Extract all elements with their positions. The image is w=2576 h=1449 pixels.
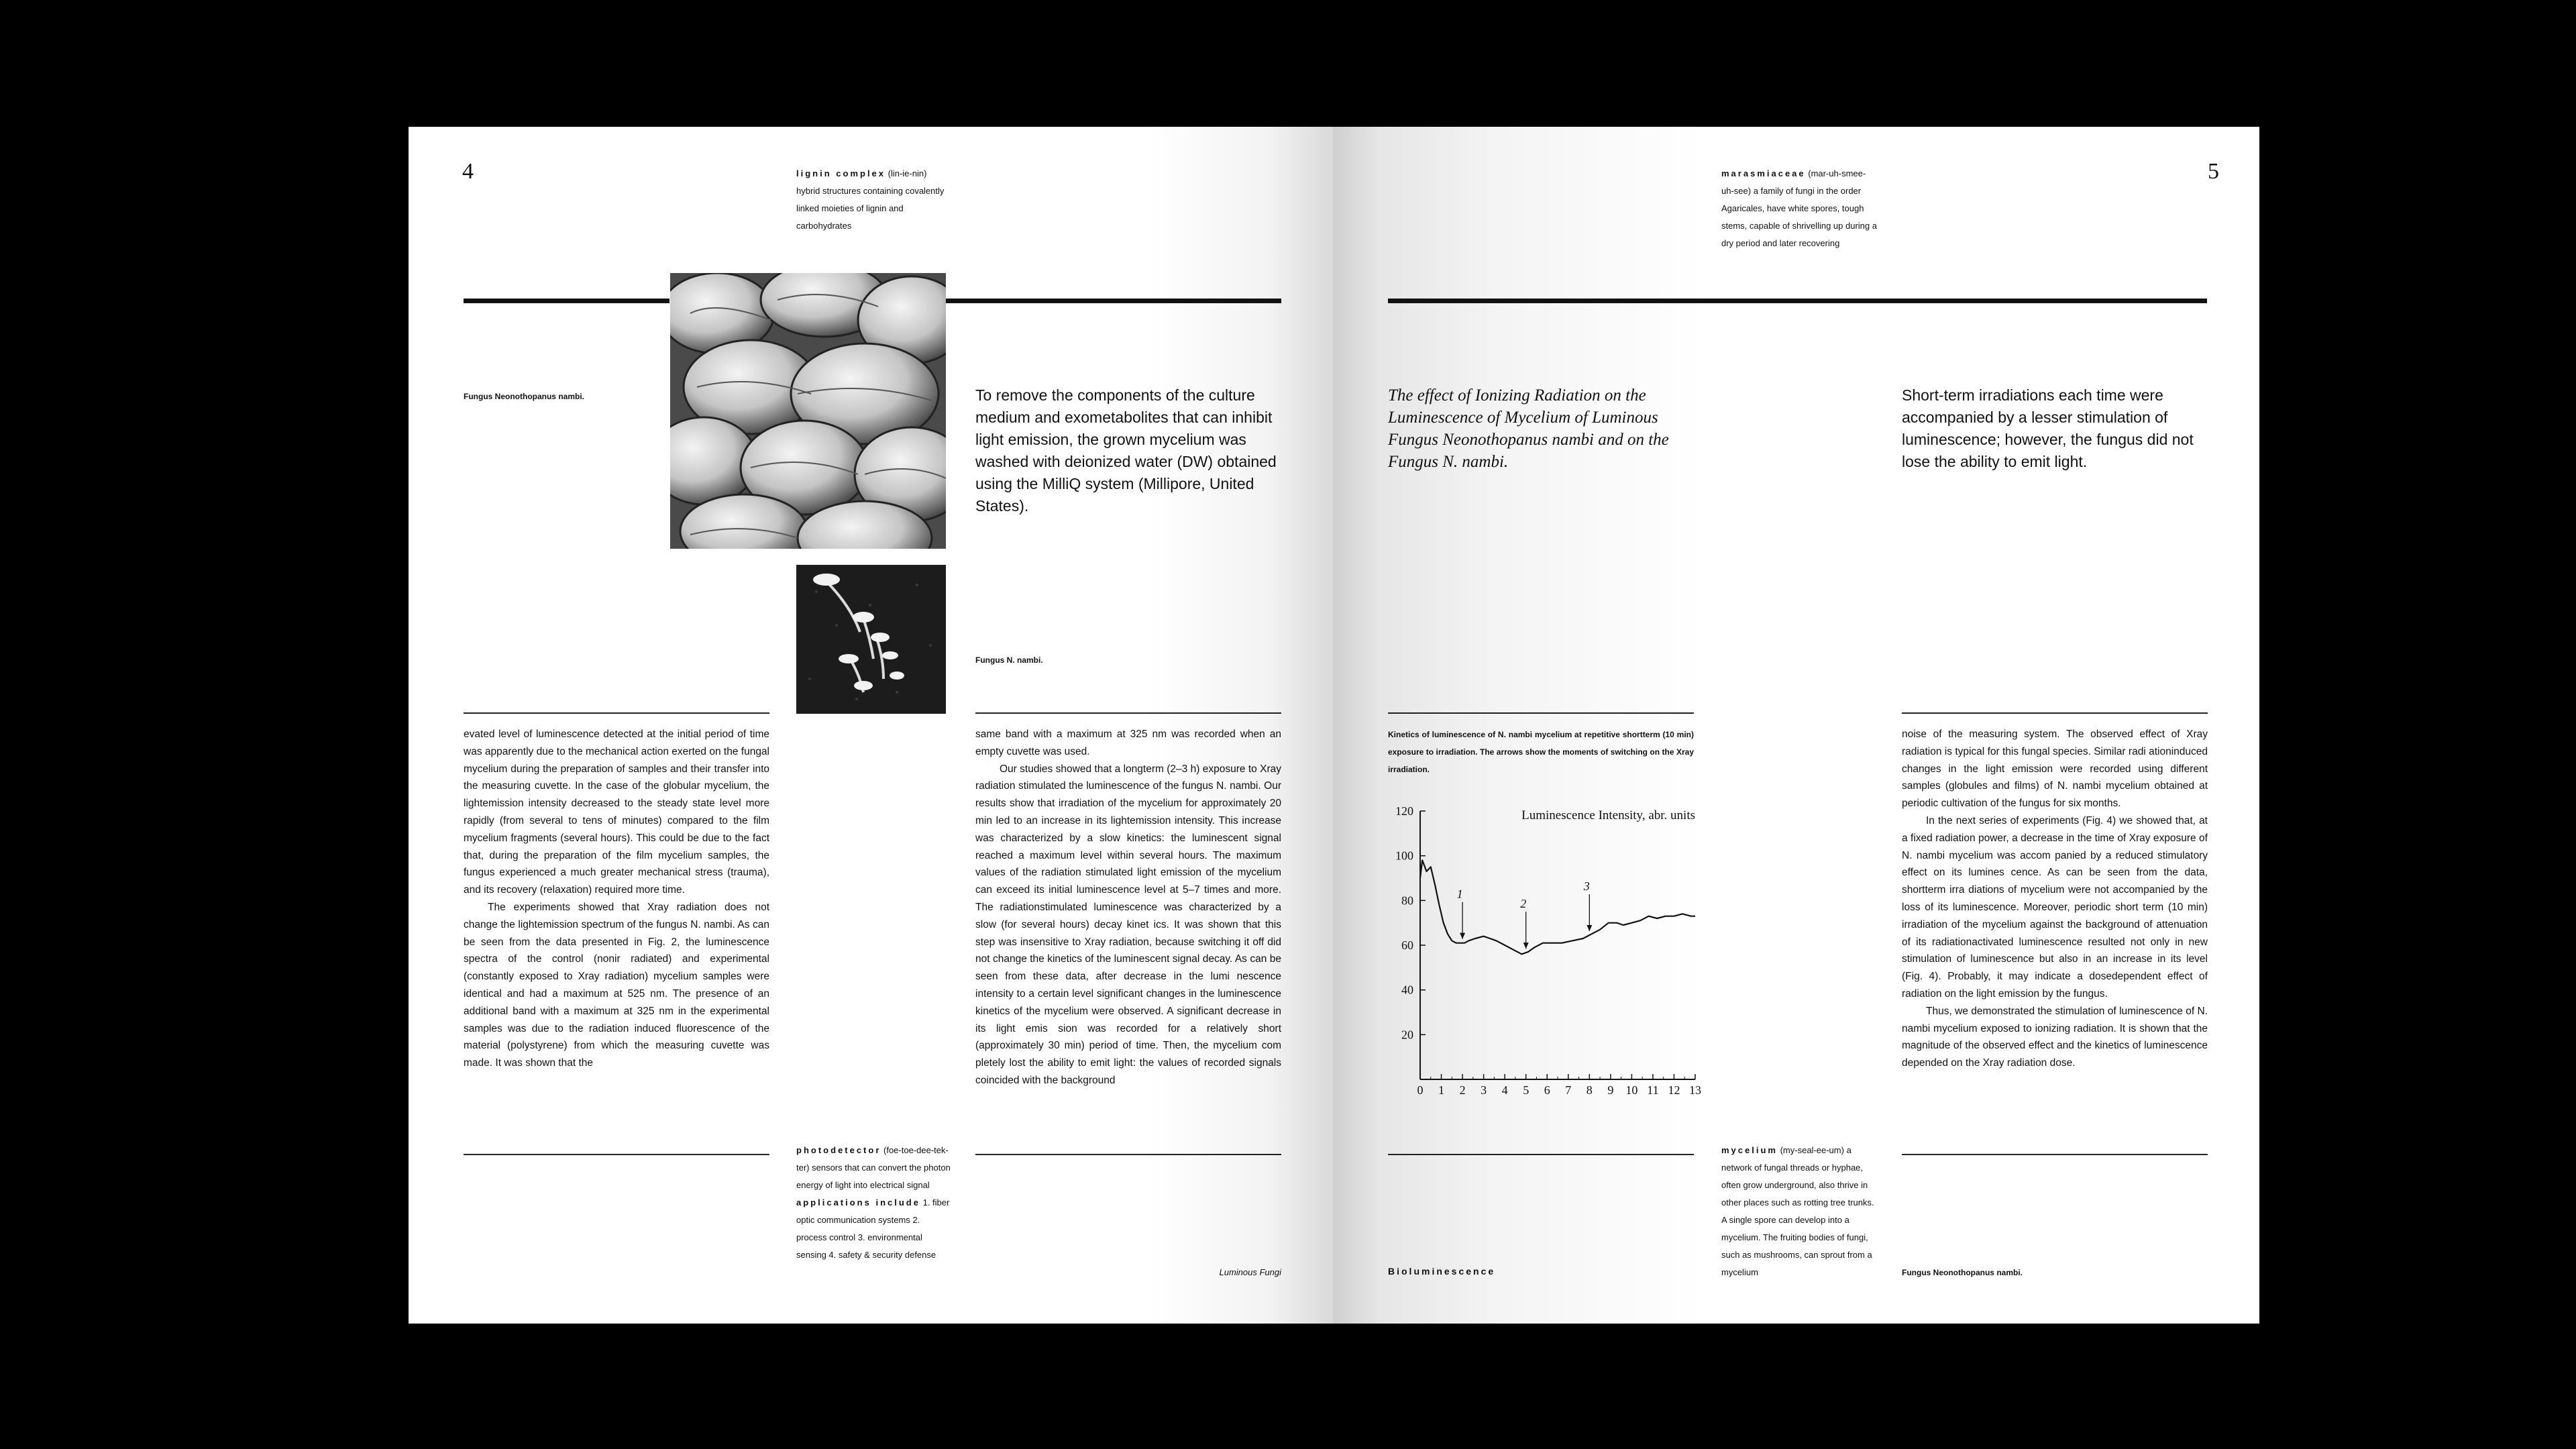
column-rule [464,712,769,714]
x-tick-label: 11 [1647,1083,1659,1097]
page-number: 4 [462,159,474,184]
right-page [1333,127,2259,1324]
series-line [1420,860,1695,954]
column-rule [975,712,1281,714]
arrow-label: 2 [1520,897,1527,911]
top-rule [464,299,669,303]
glossary-definition: a network of fungal threads or hyphae, often grow underground, also thrive in other places such as rotting tree trunks. A single spore can develop into a mycelium. The fruiting bodies of fungi, such as mushrooms, can sprout from a mycelium [1721,1145,1874,1277]
column-rule [1902,1154,2208,1155]
glossary-pronunciation: (lin-ie-nin) [885,168,927,178]
x-tick-label: 13 [1689,1083,1701,1097]
glossary-mycelium [1721,1142,1877,1281]
running-footer: Bioluminescence [1388,1266,1496,1277]
top-rule [1388,299,2207,303]
x-tick-label: 3 [1481,1083,1487,1097]
body-paragraph: Our studies showed that a longterm (2–3 h) exposure to Xray radiation stimulated the luminescence of the fungus N. nambi. Our results show that irradiation of the mycelium for approximately 20 min led to an increase in its lightemission intensity. This increase was characterized by a slow kinetics: the luminescent signal reached a maximum level within several hours. The maximum values of the radiation stimulated light emission of the mycelium can exceed its initial luminescence level at 5–7 times and more. The radiationstimulated luminescence was characterized by a slow (for several hours) decay kinet ics. It was shown that this step was insensitive to Xray radiation, because switching it off did not change the kinetics of the luminescent signal decay. As can be seen from these data, after decrease in the lumi nescence intensity to a certain level significant changes in the luminescence kinetics of the mycelium were observed. A significant decrease in its light emis sion was recorded for a relatively short (approximately 30 min) period of time. Then, the mycelium com pletely lost the ability to emit light: the values of recorded signals coincided with the background [975,763,1281,1086]
y-tick-label: 80 [1401,894,1413,908]
arrow-head [1587,925,1592,931]
y-tick-label: 100 [1395,849,1413,863]
x-tick-label: 9 [1607,1083,1614,1097]
glossary-lignin-complex [796,165,952,235]
figure-caption: Fungus Neonothopanus nambi. [1902,1268,2023,1277]
x-tick-label: 8 [1586,1083,1593,1097]
body-paragraph: Thus, we demonstrated the stimulation of luminescence of N. nambi mycelium exposed to ionizing radiation. It is shown that the magnitude of the observed effect and the kinetics of luminescence depended on the Xray radiation dose. [1902,1005,2208,1069]
y-tick-label: 120 [1395,804,1413,818]
x-tick-label: 6 [1544,1083,1550,1097]
glossary-list: 1. fiber optic communication systems 2. process control 3. environmental sensing 4. safety & security defense [796,1197,950,1260]
running-footer: Luminous Fungi [1219,1267,1281,1277]
glossary-subterm: applications include [796,1197,920,1208]
body-paragraph: same band with a maximum at 325 nm was recorded when an empty cuvette was used. [975,729,1281,757]
glossary-definition: a family of fungi in the order Agaricales, have white spores, tough stems, capable of shrivelling up during a dry period and later recovering [1721,186,1877,248]
x-tick-label: 5 [1523,1083,1529,1097]
column-rule [1388,1154,1694,1155]
x-tick-label: 10 [1625,1083,1638,1097]
glossary-pronunciation: (foe-toe-dee-tek-ter) [796,1145,949,1173]
arrow-head [1523,943,1529,949]
fungus-photo-large [670,273,946,549]
column-rule [1388,712,1694,714]
x-tick-label: 7 [1565,1083,1572,1097]
chart-title: Luminescence Intensity, abr. units [1521,808,1695,822]
arrow-label: 1 [1456,887,1463,901]
glossary-pronunciation: (my-seal-ee-um) [1777,1145,1844,1155]
x-tick-label: 0 [1417,1083,1424,1097]
fungus-photo-small [796,565,946,714]
glossary-term: mycelium [1721,1145,1778,1155]
x-tick-label: 1 [1438,1083,1445,1097]
body-paragraph: In the next series of experiments (Fig. 4) we showed that, at a fixed radiation power, a decrease in the time of Xray exposure of N. nambi mycelium was accom panied by a reduced stimulatory effect on its lumines cence. As can be seen from the data, shortterm irra diations of mycelium were not accompanied by the loss of its luminescence. Moreover, periodic short term (10 min) irradiation of the mycelium against the background of attenuation of its radiationactivated luminescence resulted not only in new stimulation of luminescence but also in an increase in its level (Fig. 4). Probably, it may indicate a dosedependent effect of radiation on the light emission by the fungus. [1902,814,2208,1000]
glossary-photodetector [796,1142,952,1264]
x-tick-label: 2 [1459,1083,1466,1097]
lead-paragraph: To remove the components of the culture medium and exometabolites that can inhibit light emission, the grown mycelium was washed with deionized water (DW) obtained using the MilliQ system (Millipore, United States). [975,386,1277,515]
body-column-2 [975,726,1281,1089]
column-rule [464,1154,769,1155]
y-tick-label: 20 [1401,1028,1413,1042]
left-page [409,127,1333,1324]
arrow-label: 3 [1583,879,1590,893]
chart-svg [1380,798,1702,1113]
body-column-3 [1902,726,2208,1072]
glossary-definition: hybrid structures containing covalently linked moieties of lignin and carbohydrates [796,186,945,231]
top-rule [946,299,1281,303]
glossary-definition: sensors that can convert the photon energy of light into electrical signal [796,1163,951,1190]
figure-caption: Fungus Neonothopanus nambi. [464,392,584,401]
arrow-head [1460,933,1465,939]
luminescence-chart [1380,798,1702,1113]
x-tick-label: 12 [1668,1083,1680,1097]
glossary-term: photodetector [796,1145,881,1155]
body-paragraph: evated level of luminescence detected at the initial period of time was apparently due to the mechanical action exerted on the fungal mycelium during the preparation of samples and their transfer into the measuring cuvette. In the case of the globular mycelium, the lightemission intensity decreased to the steady state level more rapidly (from several to tens of minutes) compared to the film mycelium fragments (several hours). This could be due to the fact that, during the preparation of the film mycelium samples, the fungus experienced a much greater mechanical stress (trauma), and its recovery (relaxation) required more time. [464,729,769,896]
lead-paragraph: Short-term irradiations each time were accompanied by a lesser stimulation of luminescence; however, the fungus did not lose the ability to emit light. [1902,386,2194,470]
glossary-term: lignin complex [796,168,886,178]
body-column-1 [464,726,769,1072]
body-paragraph: The experiments showed that Xray radiation does not change the lightemission spectrum of the fungus N. nambi. As can be seen from the data presented in Fig. 2, the luminescence spectra of the control (nonir radiated) and experimental (constantly exposed to Xray radiation) mycelium samples were identical and had a maximum at 525 nm. The presence of an additional band with a maximum at 325 nm in the experimental samples was due to the radiation induced fluorescence of the material (polystyrene) from which the measuring cuvette was made. It was shown that the [464,901,769,1069]
chart-caption: Kinetics of luminescence of N. nambi mycelium at repetitive shortterm (10 min) exposure to irradiation. The arrows show the moments of switching on the Xray irradiation. [1388,730,1694,774]
article-title: The effect of Ionizing Radiation on the Luminescence of Mycelium of Luminous Fungus Neonothopanus nambi and on the Fungus N. nambi. [1388,386,1669,471]
x-tick-label: 4 [1501,1083,1508,1097]
y-tick-label: 60 [1401,938,1413,952]
page-number: 5 [2208,159,2219,184]
column-rule [1902,712,2208,714]
body-paragraph: noise of the measuring system. The observed effect of Xray radiation is typical for this fungal species. Similar radi ationinduced changes in the light emission were recorded using different samples (globules and films) of N. nambi mycelium obtained at periodic cultivation of the fungus for six months. [1902,729,2208,810]
glossary-term: marasmiaceae [1721,168,1806,178]
glossary-pronunciation: (mar-uh-smee-uh-see) [1721,168,1866,196]
figure-caption: Fungus N. nambi. [975,655,1043,665]
glossary-marasmiaceae [1721,165,1877,252]
y-tick-label: 40 [1401,983,1413,997]
column-rule [975,1154,1281,1155]
